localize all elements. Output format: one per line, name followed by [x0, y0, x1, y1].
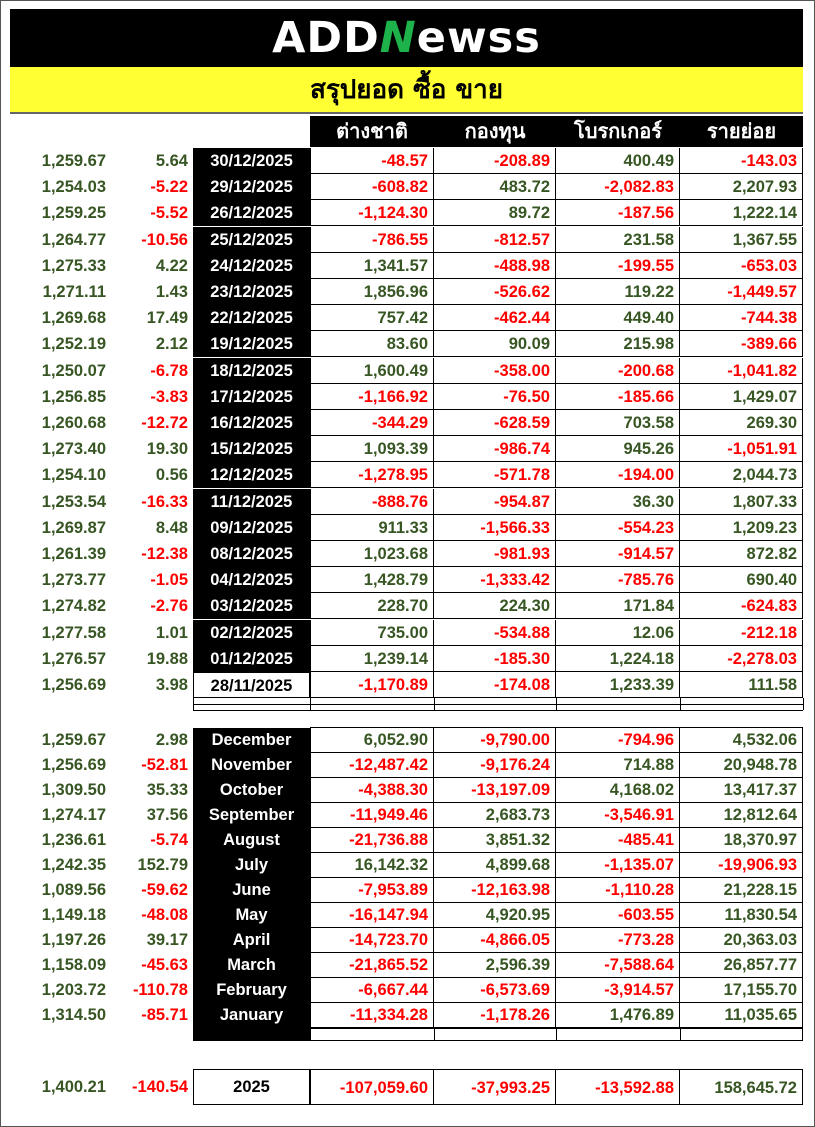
broker-value: -200.68	[556, 358, 680, 384]
broker-value: 36.30	[556, 489, 680, 515]
divider	[680, 698, 681, 710]
index-change: 17.49	[146, 309, 188, 328]
foreign-value: -1,170.89	[310, 672, 434, 698]
retail-value: 26,857.77	[680, 953, 803, 978]
index-value: 1,254.10	[41, 466, 106, 485]
retail-value: 1,209.23	[680, 515, 803, 541]
index-value: 1,256.85	[41, 387, 106, 406]
table-row	[0, 853, 815, 878]
foreign-value: 6,052.90	[310, 728, 434, 753]
foreign-value: 1,428.79	[310, 567, 434, 593]
broker-value: -7,588.64	[556, 953, 680, 978]
index-value: 1,309.50	[41, 781, 106, 799]
index-value: 1,259.25	[41, 204, 106, 223]
broker-value: 400.49	[556, 148, 680, 174]
table-row	[0, 436, 815, 462]
table-row	[0, 410, 815, 436]
index-change: -3.83	[150, 387, 188, 406]
foreign-value: -786.55	[310, 227, 434, 253]
institution-value: -358.00	[434, 358, 556, 384]
broker-value: -785.76	[556, 567, 680, 593]
broker-value: -554.23	[556, 515, 680, 541]
foreign-value: 735.00	[310, 620, 434, 646]
broker-value: 714.88	[556, 753, 680, 778]
retail-value: 111.58	[680, 672, 803, 698]
month-label: April	[193, 928, 310, 953]
institution-value: -4,866.05	[434, 928, 556, 953]
total-index-change: -140.54	[132, 1078, 188, 1096]
logo-text-add: ADD	[272, 13, 380, 63]
broker-value: 4,168.02	[556, 778, 680, 803]
divider	[434, 1028, 435, 1041]
month-label: August	[193, 828, 310, 853]
institution-value: -526.62	[434, 279, 556, 305]
retail-value: -744.38	[680, 305, 803, 331]
index-change: 5.64	[155, 152, 188, 170]
retail-value: 2,207.93	[680, 174, 803, 200]
month-label: November	[193, 753, 310, 778]
retail-value: -1,041.82	[680, 358, 803, 384]
foreign-value: -11,949.46	[310, 803, 434, 828]
retail-value: 1,367.55	[680, 227, 803, 253]
date-label: 30/12/2025	[193, 148, 310, 174]
foreign-value: 83.60	[310, 331, 434, 357]
table-row	[0, 305, 815, 331]
broker-value: 171.84	[556, 593, 680, 619]
foreign-value: -1,166.92	[310, 384, 434, 410]
index-value: 1,203.72	[41, 981, 106, 999]
date-label: 29/12/2025	[193, 174, 310, 200]
broker-value: -2,082.83	[556, 174, 680, 200]
broker-value: 231.58	[556, 227, 680, 253]
index-value: 1,269.87	[41, 518, 106, 537]
table-row	[0, 200, 815, 226]
retail-value: 11,035.65	[680, 1003, 803, 1028]
subtitle-banner	[10, 67, 803, 114]
table-row	[0, 803, 815, 828]
table-row	[0, 174, 815, 200]
institution-value: -571.78	[434, 462, 556, 488]
index-value: 1,273.40	[41, 440, 106, 459]
index-value: 1,197.26	[41, 931, 106, 949]
divider	[193, 698, 194, 710]
table-row	[0, 753, 815, 778]
index-value: 1,259.67	[41, 152, 106, 170]
foreign-value: -48.57	[310, 148, 434, 174]
index-value: 1,271.11	[42, 283, 106, 301]
institution-value: 224.30	[434, 593, 556, 619]
index-change: 152.79	[137, 856, 188, 874]
table-row	[0, 953, 815, 978]
broker-value: 1,224.18	[556, 646, 680, 672]
date-label: 15/12/2025	[193, 436, 310, 462]
retail-value: 872.82	[680, 541, 803, 567]
divider	[310, 698, 311, 710]
index-value: 1,254.03	[41, 178, 106, 197]
index-value: 1,236.61	[41, 831, 106, 849]
month-label: March	[193, 953, 310, 978]
institution-value: -812.57	[434, 227, 556, 253]
index-change: -85.71	[141, 1006, 188, 1024]
table-row	[0, 1003, 815, 1028]
index-change: -5.52	[150, 204, 188, 223]
institution-value: 90.09	[434, 331, 556, 357]
foreign-value: 228.70	[310, 593, 434, 619]
date-label: 12/12/2025	[193, 462, 310, 488]
retail-value: 4,532.06	[680, 728, 803, 753]
index-value: 1,314.50	[41, 1006, 106, 1024]
table-row	[0, 903, 815, 928]
table-row	[0, 728, 815, 753]
retail-value: 20,363.03	[680, 928, 803, 953]
index-value: 1,256.69	[41, 676, 106, 694]
table-row	[0, 489, 815, 515]
retail-value: 1,429.07	[680, 384, 803, 410]
index-value: 1,277.58	[41, 623, 106, 642]
foreign-value: 1,600.49	[310, 358, 434, 384]
index-change: -5.22	[150, 178, 188, 197]
index-change: 2.98	[155, 731, 188, 749]
foreign-value: -4,388.30	[310, 778, 434, 803]
broker-value: 1,476.89	[556, 1003, 680, 1028]
broker-value: 119.22	[556, 279, 680, 305]
table-row	[0, 672, 815, 698]
table-row	[0, 646, 815, 672]
broker-value: -199.55	[556, 253, 680, 279]
logo-banner	[10, 9, 803, 67]
date-label: 01/12/2025	[193, 646, 310, 672]
retail-value: 1,222.14	[680, 200, 803, 226]
index-value: 1,250.07	[41, 361, 106, 380]
total-broker-value: -13,592.88	[556, 1069, 680, 1105]
table-row	[0, 462, 815, 488]
table-row	[0, 253, 815, 279]
date-label: 11/12/2025	[193, 489, 310, 515]
retail-value: 17,155.70	[680, 978, 803, 1003]
table-row	[0, 331, 815, 357]
retail-value: 18,370.97	[680, 828, 803, 853]
index-change: 37.56	[146, 806, 188, 824]
index-change: 19.88	[146, 649, 188, 668]
institution-value: -1,566.33	[434, 515, 556, 541]
retail-value: -19,906.93	[680, 853, 803, 878]
month-label: October	[193, 778, 310, 803]
divider	[193, 1028, 310, 1041]
logo-text-ewss: ewss	[416, 13, 541, 63]
broker-value: -3,914.57	[556, 978, 680, 1003]
total-institution-value: -37,993.25	[434, 1069, 556, 1105]
retail-value: -653.03	[680, 253, 803, 279]
index-change: -1.05	[150, 571, 188, 590]
col-header-institution: กองทุน	[434, 116, 556, 147]
index-change: -110.78	[132, 981, 188, 999]
retail-value: 2,044.73	[680, 462, 803, 488]
index-value: 1,274.82	[41, 597, 106, 616]
index-value: 1,158.09	[41, 956, 106, 974]
retail-value: 269.30	[680, 410, 803, 436]
institution-value: -628.59	[434, 410, 556, 436]
index-value: 1,256.69	[41, 756, 106, 774]
retail-value: -212.18	[680, 620, 803, 646]
institution-value: 3,851.32	[434, 828, 556, 853]
retail-value: 13,417.37	[680, 778, 803, 803]
table-row	[0, 928, 815, 953]
index-change: 4.22	[155, 256, 188, 275]
month-label: February	[193, 978, 310, 1003]
institution-value: -185.30	[434, 646, 556, 672]
retail-value: 20,948.78	[680, 753, 803, 778]
table-row	[0, 878, 815, 903]
index-value: 1,242.35	[41, 856, 106, 874]
index-value: 1,276.57	[41, 649, 106, 668]
divider	[434, 698, 435, 710]
foreign-value: -7,953.89	[310, 878, 434, 903]
table-row	[0, 978, 815, 1003]
date-label: 16/12/2025	[193, 410, 310, 436]
index-value: 1,259.67	[41, 731, 106, 749]
col-header-retail: รายย่อย	[680, 116, 803, 147]
broker-value: -1,135.07	[556, 853, 680, 878]
date-label: 17/12/2025	[193, 384, 310, 410]
institution-value: 2,596.39	[434, 953, 556, 978]
foreign-value: -608.82	[310, 174, 434, 200]
foreign-value: -21,865.52	[310, 953, 434, 978]
broker-value: -187.56	[556, 200, 680, 226]
foreign-value: 911.33	[310, 515, 434, 541]
table-row	[0, 148, 815, 174]
broker-value: -185.66	[556, 384, 680, 410]
foreign-value: 1,239.14	[310, 646, 434, 672]
year-label: 2025	[193, 1069, 310, 1105]
foreign-value: 757.42	[310, 305, 434, 331]
foreign-value: -6,667.44	[310, 978, 434, 1003]
table-row	[0, 358, 815, 384]
broker-value: 449.40	[556, 305, 680, 331]
institution-value: -981.93	[434, 541, 556, 567]
date-label: 18/12/2025	[193, 358, 310, 384]
foreign-value: -16,147.94	[310, 903, 434, 928]
foreign-value: 1,093.39	[310, 436, 434, 462]
retail-value: -389.66	[680, 331, 803, 357]
foreign-value: -14,723.70	[310, 928, 434, 953]
institution-value: 89.72	[434, 200, 556, 226]
foreign-value: -888.76	[310, 489, 434, 515]
index-value: 1,275.33	[41, 256, 106, 275]
foreign-value: 16,142.32	[310, 853, 434, 878]
total-index-value: 1,400.21	[41, 1078, 106, 1096]
broker-value: 1,233.39	[556, 672, 680, 698]
institution-value: -954.87	[434, 489, 556, 515]
divider	[803, 698, 804, 710]
broker-value: -773.28	[556, 928, 680, 953]
foreign-value: -11,334.28	[310, 1003, 434, 1028]
index-change: 35.33	[146, 781, 188, 799]
index-change: 8.48	[155, 518, 188, 537]
retail-value: -1,051.91	[680, 436, 803, 462]
index-change: -6.78	[150, 361, 188, 380]
table-row	[0, 828, 815, 853]
broker-value: -485.41	[556, 828, 680, 853]
divider	[556, 1028, 557, 1041]
index-value: 1,089.56	[41, 881, 106, 899]
table-row	[0, 620, 815, 646]
retail-value: -2,278.03	[680, 646, 803, 672]
institution-value: 4,899.68	[434, 853, 556, 878]
index-change: 0.56	[155, 466, 188, 485]
broker-value: 945.26	[556, 436, 680, 462]
date-label: 25/12/2025	[193, 227, 310, 253]
date-label: 19/12/2025	[193, 331, 310, 357]
index-change: -48.08	[141, 906, 188, 924]
institution-value: -6,573.69	[434, 978, 556, 1003]
table-row	[0, 567, 815, 593]
index-change: 3.98	[155, 676, 188, 694]
index-change: -45.63	[141, 956, 188, 974]
date-label: 08/12/2025	[193, 541, 310, 567]
foreign-value: 1,023.68	[310, 541, 434, 567]
institution-value: -488.98	[434, 253, 556, 279]
index-value: 1,253.54	[41, 492, 106, 511]
institution-value: -462.44	[434, 305, 556, 331]
date-label: 24/12/2025	[193, 253, 310, 279]
index-value: 1,149.18	[41, 906, 106, 924]
index-value: 1,252.19	[41, 335, 106, 354]
broker-value: -1,110.28	[556, 878, 680, 903]
broker-value: 215.98	[556, 331, 680, 357]
divider	[556, 698, 557, 710]
table-row	[0, 1069, 815, 1105]
table-row	[0, 384, 815, 410]
index-change: -12.38	[141, 545, 188, 563]
institution-value: 483.72	[434, 174, 556, 200]
index-value: 1,269.68	[41, 309, 106, 328]
foreign-value: -1,124.30	[310, 200, 434, 226]
index-change: 2.12	[155, 335, 188, 354]
foreign-value: -1,278.95	[310, 462, 434, 488]
month-label: May	[193, 903, 310, 928]
table-row	[0, 227, 815, 253]
institution-value: -13,197.09	[434, 778, 556, 803]
broker-value: 12.06	[556, 620, 680, 646]
index-value: 1,260.68	[41, 414, 106, 432]
index-change: 39.17	[146, 931, 188, 949]
retail-value: 1,807.33	[680, 489, 803, 515]
institution-value: -1,178.26	[434, 1003, 556, 1028]
institution-value: -9,790.00	[434, 728, 556, 753]
date-label: 23/12/2025	[193, 279, 310, 305]
retail-value: -1,449.57	[680, 279, 803, 305]
foreign-value: 1,341.57	[310, 253, 434, 279]
index-change: -16.33	[141, 492, 188, 511]
retail-value: 21,228.15	[680, 878, 803, 903]
institution-value: -76.50	[434, 384, 556, 410]
logo	[272, 13, 541, 63]
date-label: 28/11/2025	[193, 672, 310, 698]
index-change: -52.81	[141, 756, 188, 774]
retail-value: 690.40	[680, 567, 803, 593]
broker-value: -603.55	[556, 903, 680, 928]
col-header-broker: โบรกเกอร์	[556, 116, 680, 147]
table-row	[0, 279, 815, 305]
retail-value: -624.83	[680, 593, 803, 619]
date-label: 04/12/2025	[193, 567, 310, 593]
broker-value: -194.00	[556, 462, 680, 488]
retail-value: -143.03	[680, 148, 803, 174]
table-row	[0, 541, 815, 567]
index-change: 1.43	[155, 283, 188, 301]
index-value: 1,264.77	[41, 230, 106, 249]
divider	[680, 1028, 681, 1041]
index-value: 1,273.77	[41, 571, 106, 590]
retail-value: 12,812.64	[680, 803, 803, 828]
institution-value: -534.88	[434, 620, 556, 646]
date-label: 02/12/2025	[193, 620, 310, 646]
date-label: 09/12/2025	[193, 515, 310, 541]
month-label: June	[193, 878, 310, 903]
foreign-value: 1,856.96	[310, 279, 434, 305]
total-retail-value: 158,645.72	[680, 1069, 803, 1105]
divider	[193, 710, 803, 711]
institution-value: -174.08	[434, 672, 556, 698]
index-change: 1.01	[155, 623, 188, 642]
institution-value: 4,920.95	[434, 903, 556, 928]
retail-value: 11,830.54	[680, 903, 803, 928]
institution-value: -1,333.42	[434, 567, 556, 593]
broker-value: -914.57	[556, 541, 680, 567]
table-row	[0, 515, 815, 541]
index-change: -10.56	[141, 230, 188, 249]
index-change: 19.30	[146, 440, 188, 459]
table-row	[0, 778, 815, 803]
month-label: September	[193, 803, 310, 828]
foreign-value: -21,736.88	[310, 828, 434, 853]
institution-value: -208.89	[434, 148, 556, 174]
institution-value: -986.74	[434, 436, 556, 462]
month-label: December	[193, 728, 310, 753]
broker-value: -3,546.91	[556, 803, 680, 828]
broker-value: -794.96	[556, 728, 680, 753]
table-row	[0, 593, 815, 619]
logo-text-n: N	[379, 13, 417, 63]
index-change: -5.74	[150, 831, 188, 849]
index-change: -12.72	[141, 414, 188, 432]
month-label: July	[193, 853, 310, 878]
col-header-foreign: ต่างชาติ	[310, 116, 434, 147]
page-title: สรุปยอด ซื้อ ขาย	[309, 75, 504, 105]
index-value: 1,274.17	[41, 806, 106, 824]
divider	[193, 704, 803, 705]
institution-value: 2,683.73	[434, 803, 556, 828]
index-change: -59.62	[141, 881, 188, 899]
index-change: -2.76	[150, 597, 188, 616]
date-label: 22/12/2025	[193, 305, 310, 331]
index-value: 1,261.39	[41, 545, 106, 563]
month-label: January	[193, 1003, 310, 1028]
foreign-value: -12,487.42	[310, 753, 434, 778]
total-foreign-value: -107,059.60	[310, 1069, 434, 1105]
date-label: 03/12/2025	[193, 593, 310, 619]
foreign-value: -344.29	[310, 410, 434, 436]
institution-value: -9,176.24	[434, 753, 556, 778]
broker-value: 703.58	[556, 410, 680, 436]
date-label: 26/12/2025	[193, 200, 310, 226]
institution-value: -12,163.98	[434, 878, 556, 903]
